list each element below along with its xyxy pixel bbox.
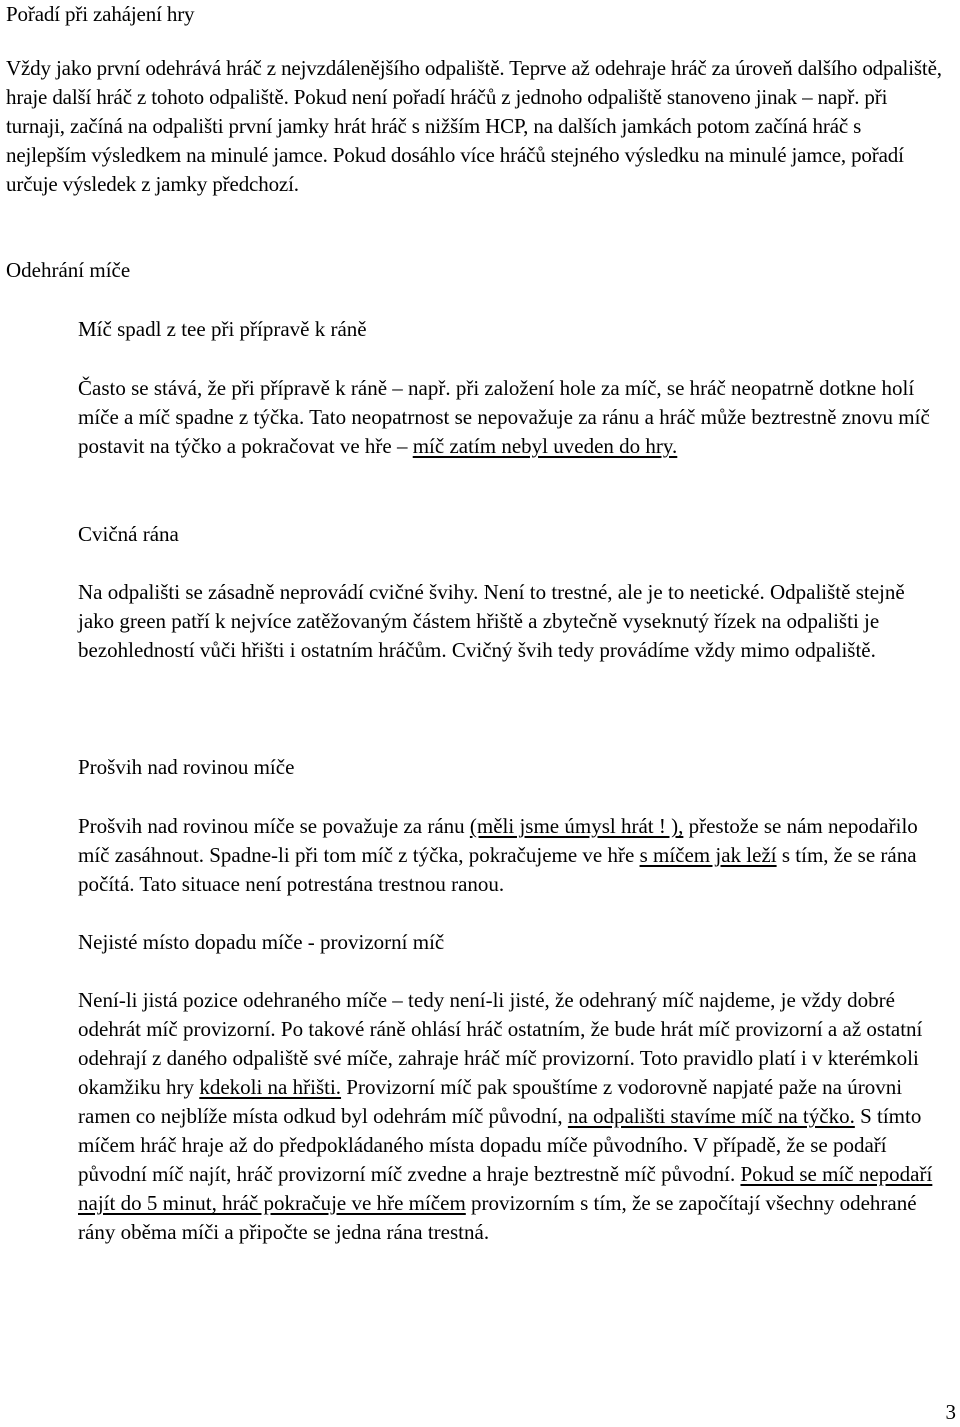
text-provisional-2: Provizorní míč pak spouštíme z vodorovně napjaté paže na úrovni ramen co nejblíže místa odkud byl odehrám míč původní, [78, 1075, 903, 1128]
text-provisional-4: provizorním s tím, že se započítají všechny odehrané rány oběma míči a připočte se jedna rána trestná. [78, 1191, 917, 1244]
paragraph-ball-fell-off-tee [78, 374, 940, 461]
heading-game-order: Pořadí při zahájení hry [6, 2, 195, 26]
paragraph-provisional-ball [78, 986, 940, 1247]
underlined-five-minutes: Pokud se míč nepodaří najít do 5 minut, hráč pokračuje ve hře míčem [78, 1162, 933, 1215]
section-game-order [6, 0, 946, 199]
heading-provisional-ball: Nejisté místo dopadu míče - provizorní míč [78, 930, 445, 954]
underlined-intent-to-play: (měli jsme úmysl hrát ! ), [469, 814, 684, 838]
text-air-shot-3: s tím, že se rána počítá. Tato situace není potrestána trestnou ranou. [78, 843, 917, 896]
underlined-ball-as-it-lies: s míčem jak leží [639, 843, 777, 867]
paragraph-air-shot [78, 812, 940, 899]
text-provisional-3: S tímto míčem hráč hraje až do předpokládaného místa dopadu míče původního. V případě, že se podaří původní míč najít, hráč provizorní míč zvedne a hraje beztrestně míč původní. [78, 1104, 922, 1186]
heading-practice-swing: Cvičná rána [78, 522, 179, 546]
text-air-shot-1: Prošvih nad rovinou míče se považuje za ránu [78, 814, 470, 838]
underlined-ball-not-in-play: míč zatím nebyl uveden do hry. [412, 434, 678, 458]
heading-air-shot: Prošvih nad rovinou míče [78, 755, 295, 779]
subheading-ball-fell-off-tee: Míč spadl z tee při přípravě k ráně [78, 317, 367, 341]
text-air-shot-2: přestože se nám nepodařilo míč zasáhnout. Spadne-li při tom míč z týčka, pokračujeme ve hře [78, 814, 918, 867]
text-provisional-1: Není-li jistá pozice odehraného míče – tedy není-li jisté, že odehraný míč najdeme, je vždy dobré odehrát míč provizorní. Po takové ráně ohlásí hráč ostatním, že bude hrát míč provizorní a až ostatní odehrají z daného odpaliště své míče, zahraje hráč míč provizorní. Toto pravidlo platí i v kterémkoli okamžiku hry [78, 988, 923, 1099]
underlined-tee-the-ball: na odpališti stavíme míč na týčko. [567, 1104, 855, 1128]
underlined-anywhere-on-course: kdekoli na hřišti. [199, 1075, 342, 1099]
heading-ball-play: Odehrání míče [6, 258, 131, 282]
paragraph-practice-swing: Na odpališti se zásadně neprovádí cvičné švihy. Není to trestné, ale je to neetické. Odpaliště stejně jako green patří k nejvíce zatěžovaným částem hřiště a zbytečně vyseknutý řízek na odpališti je bezohledností vůči hřišti i ostatním hráčům. Cvičný švih tedy provádíme vždy mimo odpaliště. [78, 580, 905, 662]
text-ball-fell-off-tee: Často se stává, že při přípravě k ráně – např. při založení hole za míč, se hráč neopatrně dotkne holí míče a míč spadne z týčka. Tato neopatrnost se nepovažuje za ránu a hráč může beztrestně znovu míč postavit na týčko a pokračovat ve hře – [78, 376, 930, 458]
page-number: 3 [945, 1400, 956, 1424]
paragraph-game-order: Vždy jako první odehrává hráč z nejvzdálenějšího odpaliště. Teprve až odehraje hráč za úroveň dalšího odpaliště, hraje další hráč z tohoto odpaliště. Pokud není pořadí hráčů z jednoho odpaliště stanoveno jinak – např. při turnaji, začíná na odpališti první jamky hrát hráč s nižším HCP, na dalších jamkách potom začíná hráč s nejlepším výsledkem na minulé jamce. Pokud dosáhlo více hráčů stejného výsledku na minulé jamce, pořadí určuje výsledek z jamky předchozí. [6, 56, 942, 196]
